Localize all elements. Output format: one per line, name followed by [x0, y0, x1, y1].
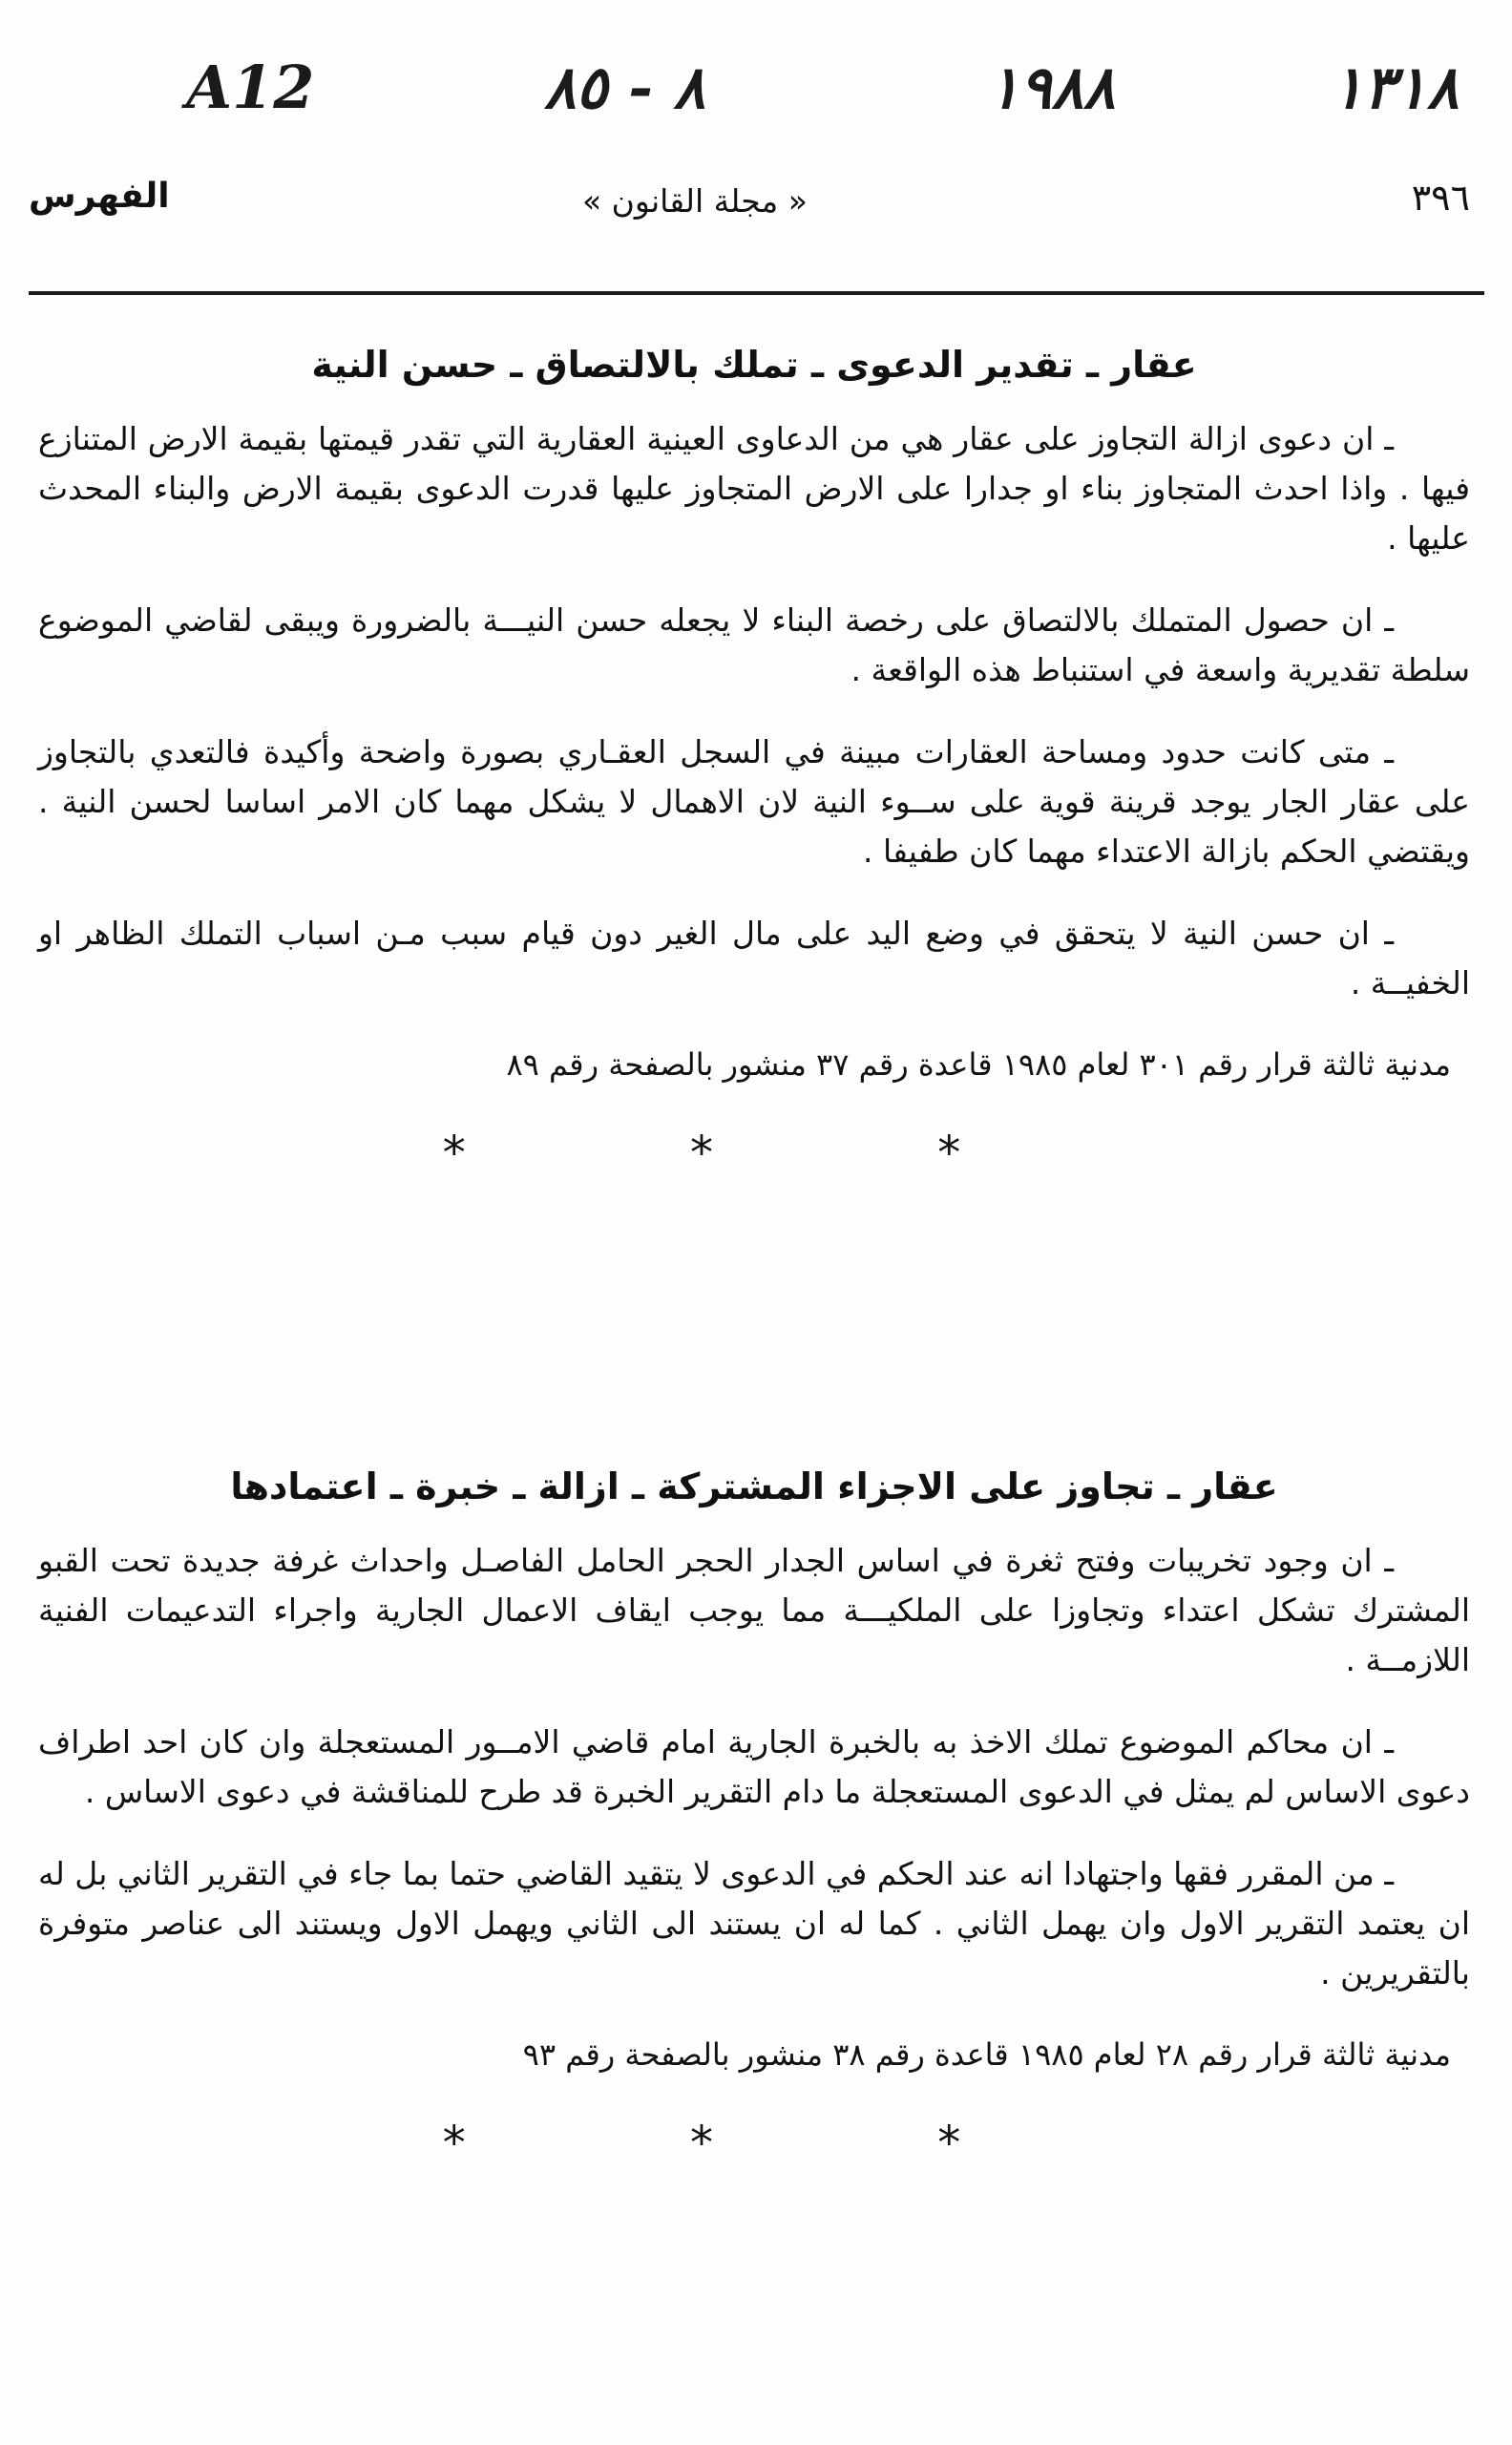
section-2-paragraph-1: ـ ان وجود تخريبات وفتح ثغرة في اساس الجدار الحجر الحامل الفاصـل واحداث غرفة جديدة تحت القبو المشترك تشكل اعتداء وتجاوزا على الملكيـــة مما يوجب ايقاف الاعمال الجارية واجراء التدعيمات الفنية اللازمــة . [38, 1542, 1470, 1678]
section-1 [38, 344, 1470, 1180]
section-2-heading: عقار ـ تجاوز على الاجزاء المشتركة ـ ازالة ـ خبرة ـ اعتمادها [230, 1465, 1278, 1507]
section-1-paragraph-2: ـ ان حصول المتملك بالالتصاق على رخصة البناء لا يجعله حسن النيـــة بالضرورة ويبقى لقاضي الموضوع سلطة تقديرية واسعة في استنباط هذه الواقعة . [38, 601, 1470, 688]
handwritten-reference: A12 [186, 53, 315, 122]
section-2 [38, 1465, 1470, 2170]
section-2-paragraph-2: ـ ان محاكم الموضوع تملك الاخذ به بالخبرة الجارية امام قاضي الامــور المستعجلة وان كان احد اطراف دعوى الاساس لم يمثل في الدعوى المستعجلة ما دام التقرير الخبرة قد طرح للمناقشة في دعوى الاساس . [38, 1723, 1470, 1810]
journal-title: « مجلة القانون » [582, 182, 808, 220]
page-number: ٣٩٦ [1411, 177, 1470, 219]
section-1-paragraph-3: ـ متى كانت حدود ومساحة العقارات مبينة في السجل العقـاري بصورة واضحة وأكيدة فالتعدي بالتجاوز على عقار الجار يوجد قرينة قوية على ســوء النية لان الاهمال لا يشكل مهما كان الامر اساسا لحسن النية . ويقتضي الحكم بازالة الاعتداء مهما كان طفيفا . [38, 733, 1470, 870]
section-2-citation: مدنية ثالثة قرار رقم ٢٨ لعام ١٩٨٥ قاعدة رقم ٣٨ منشور بالصفحة رقم ٩٣ [522, 2036, 1451, 2073]
header-divider [29, 291, 1484, 295]
section-1-citation: مدنية ثالثة قرار رقم ٣٠١ لعام ١٩٨٥ قاعدة رقم ٣٧ منشور بالصفحة رقم ٨٩ [506, 1046, 1451, 1083]
handwritten-year: ١٩٨٨ [988, 53, 1116, 122]
section-2-paragraph-3: ـ من المقرر فقها واجتهادا انه عند الحكم في الدعوى لا يتقيد القاضي حتما بما جاء في التقرير الثاني بل له ان يعتمد التقرير الاول وان يهمل الثاني . كما له ان يستند الى الثاني ويهمل الاول ويستند الى عناصر متوفرة بالتقريرين . [38, 1855, 1470, 1992]
section-1-paragraph-1: ـ ان دعوى ازالة التجاوز على عقار هي من الدعاوى العينية العقارية التي تقدر قيمتها بقيمة الارض المتنازع فيها . واذا احدث المتجاوز بناء او جدارا على الارض المتجاوز عليها قدرت الدعوى بقيمة الارض والبناء المحدث عليها . [38, 420, 1470, 557]
section-1-separator-stars: * * * [442, 1127, 1066, 1180]
section-label: الفهرس [29, 177, 170, 216]
handwritten-code: ١٣١٨ [1332, 53, 1460, 122]
handwritten-issue: ٨ - ٨٥ [544, 53, 705, 122]
running-head [29, 177, 1470, 243]
section-2-separator-stars: * * * [442, 2117, 1066, 2170]
section-1-paragraph-4: ـ ان حسن النية لا يتحقق في وضع اليد على مال الغير دون قيام سبب مـن اسباب التملك الظاهر او الخفيــة . [38, 915, 1470, 1001]
section-1-heading: عقار ـ تقدير الدعوى ـ تملك بالالتصاق ـ حسن النية [311, 344, 1197, 386]
